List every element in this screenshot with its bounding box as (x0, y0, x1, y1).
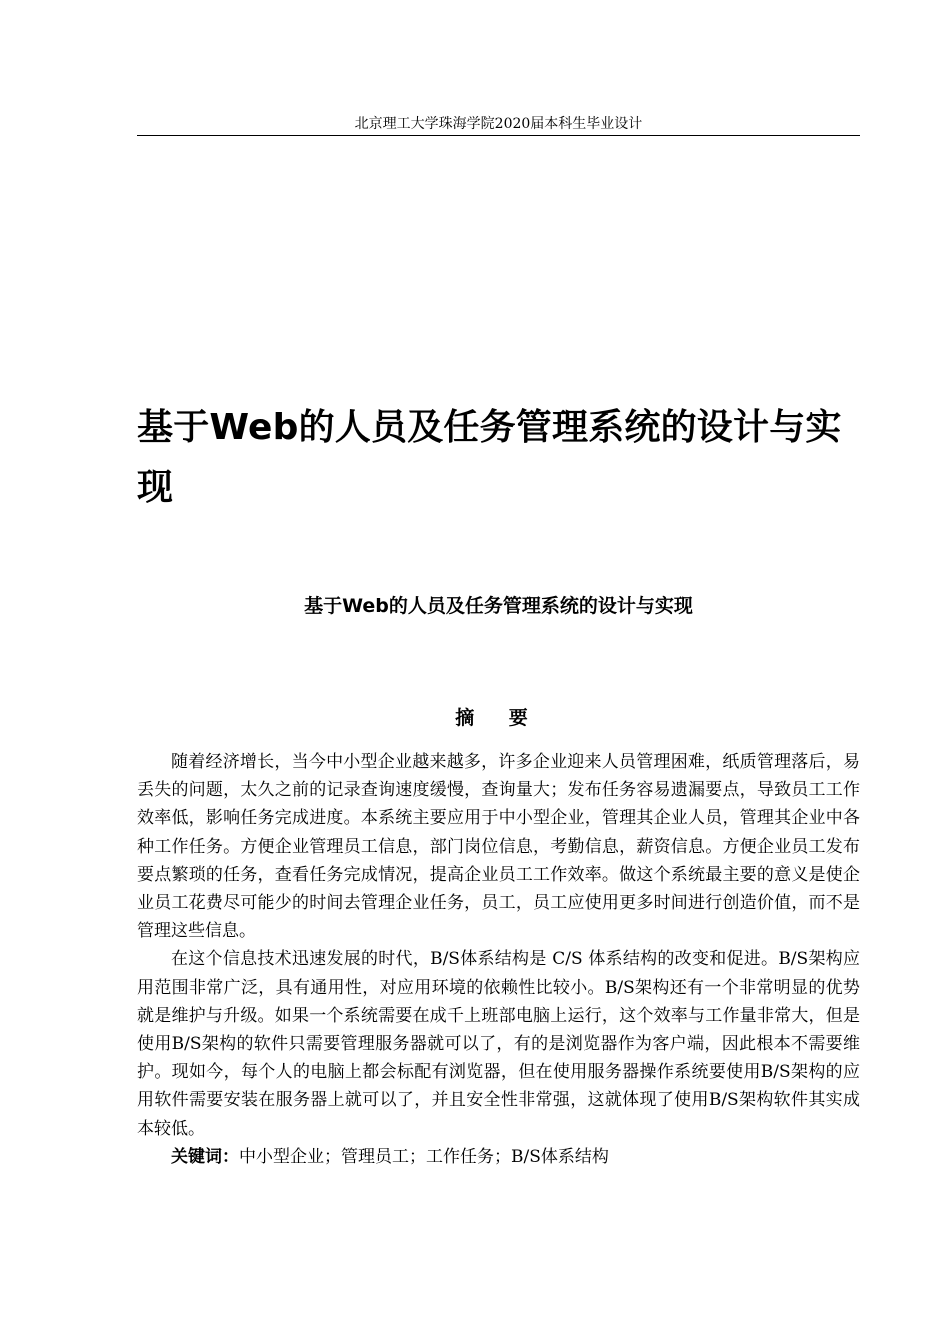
abstract-body (137, 748, 860, 1171)
thesis-subtitle: 基于Web的人员及任务管理系统的设计与实现 (304, 595, 693, 617)
abstract-heading: 摘 要 (455, 707, 542, 729)
page-header: 北京理工大学珠海学院2020届本科生毕业设计 (354, 116, 643, 132)
abstract-paragraph-1: 随着经济增长，当今中小型企业越来越多，许多企业迎来人员管理困难，纸质管理落后，易丢失的问题，太久之前的记录查询速度缓慢，查询量大；发布任务容易遗漏要点，导致员工工作效率低，影响任务完成进度。本系统主要应用于中小型企业，管理其企业人员，管理其企业中各种工作任务。方便企业管理员工信息，部门岗位信息，考勤信息，薪资信息。方便企业员工发布要点繁琐的任务，查看任务完成情况，提高企业员工工作效率。做这个系统最主要的意义是使企业员工花费尽可能少的时间去管理企业任务，员工，员工应使用更多时间进行创造价值，而不是管理这些信息。 (137, 752, 860, 942)
keywords-label: 关键词： (171, 1146, 239, 1167)
header-divider (137, 135, 860, 136)
thesis-title: 基于Web的人员及任务管理系统的设计与实现 (137, 407, 842, 508)
keywords-list: 中小型企业；管理员工；工作任务；B/S体系结构 (239, 1146, 609, 1167)
keywords-line (137, 1143, 860, 1171)
abstract-paragraph-2: 在这个信息技术迅速发展的时代，B/S体系结构是 C/S 体系结构的改变和促进。B/S架构应用范围非常广泛，具有通用性，对应用环境的依赖性比较小。B/S架构还有一个非常明显的优势就是维护与升级。如果一个系统需要在成千上班部电脑上运行，这个效率与工作量非常大，但是使用B/S架构的软件只需要管理服务器就可以了，有的是浏览器作为客户端，因此根本不需要维护。现如今，每个人的电脑上都会标配有浏览器，但在使用服务器操作系统要使用B/S架构的应用软件需要安装在服务器上就可以了，并且安全性非常强，这就体现了使用B/S架构软件其实成本较低。 (137, 949, 860, 1139)
